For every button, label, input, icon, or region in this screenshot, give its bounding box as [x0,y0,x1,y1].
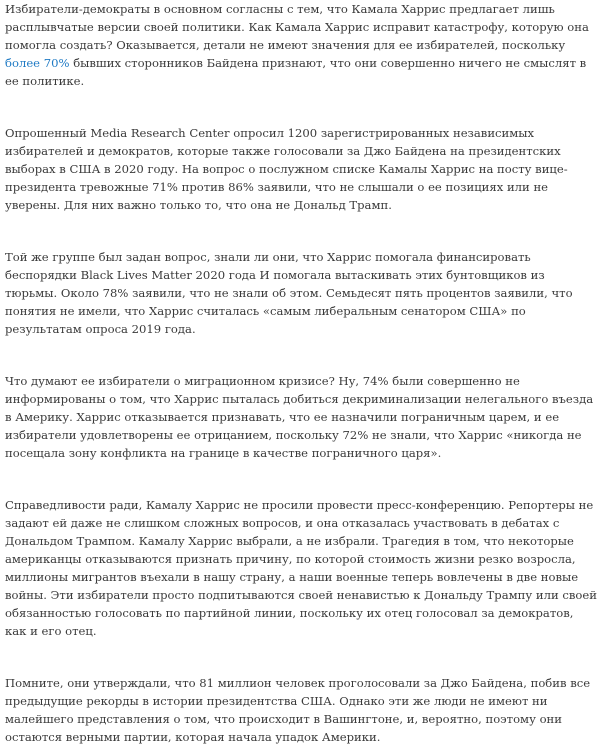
paragraph-1-text-end: бывших сторонников Байдена признают, что они совершенно ничего не смыслят в ее политике. [5,56,587,88]
paragraph-6: Помните, они утверждали, что 81 миллион человек проголосовали за Джо Байдена, побив все предыдущие рекорды в истории президентства США. Однако эти же люди не имеют ни малейшего представления о том, что происходит в Вашингтоне, и, вероятно, поэтому они остаются верными партии, которая начала упадок Америки. [5,676,591,744]
paragraph-1 [5,0,597,90]
paragraph-2: Опрошенный Media Research Center опросил 1200 зарегистрированных независимых избирателей и демократов, которые также голосовали за Джо Байдена на президентских выборах в США в 2020 году. На вопрос о послужном списке Камалы Харрис на посту вице-президента тревожные 71% против 86% заявили, что не слышали о ее позициях или не уверены. Для них важно только то, что она не Дональд Трамп. [5,126,568,212]
more-than-70-percent-link[interactable]: более 70% [5,56,70,70]
paragraph-1-text-start: Избиратели-демократы в основном согласны с тем, что Камала Харрис предлагает лишь расплывчатые версии своей политики. Как Камала Харрис исправит катастрофу, которую она помогла создать? Оказывается, детали не имеют значения для ее избирателей, поскольку [5,2,589,52]
paragraph-3: Той же группе был задан вопрос, знали ли они, что Харрис помогала финансировать беспорядки Black Lives Matter 2020 года И помогала вытаскивать этих бунтовщиков из тюрьмы. Около 78% заявили, что не знали об этом. Семьдесят пять процентов заявили, что понятия не имели, что Харрис считалась «самым либеральным сенатором США» по результатам опроса 2019 года. [5,250,573,336]
article-body [5,0,597,746]
paragraph-5: Справедливости ради, Камалу Харрис не просили провести пресс-конференцию. Репортеры не задают ей даже не слишком сложных вопросов, и она отказалась участвовать в дебатах с Дональдом Трампом. Камалу Харрис выбрали, а не избрали. Трагедия в том, что некоторые американцы отказываются признать причину, по которой стоимость жизни резко возросла, миллионы мигрантов въехали в нашу страну, а наши военные теперь вовлечены в две новые войны. Эти избиратели просто подпитываются своей ненавистью к Дональду Трампу или своей обязанностью голосовать по партийной линии, поскольку их отец голосовал за демократов, как и его отец. [5,498,597,638]
paragraph-4: Что думают ее избиратели о миграционном кризисе? Ну, 74% были совершенно не информированы о том, что Харрис пыталась добиться декриминализации нелегального въезда в Америку. Харрис отказывается признавать, что ее назначили пограничным царем, и ее избиратели удовлетворены ее отрицанием, поскольку 72% не знали, что Харрис «никогда не посещала зону конфликта на границе в качестве пограничного царя». [5,374,594,460]
